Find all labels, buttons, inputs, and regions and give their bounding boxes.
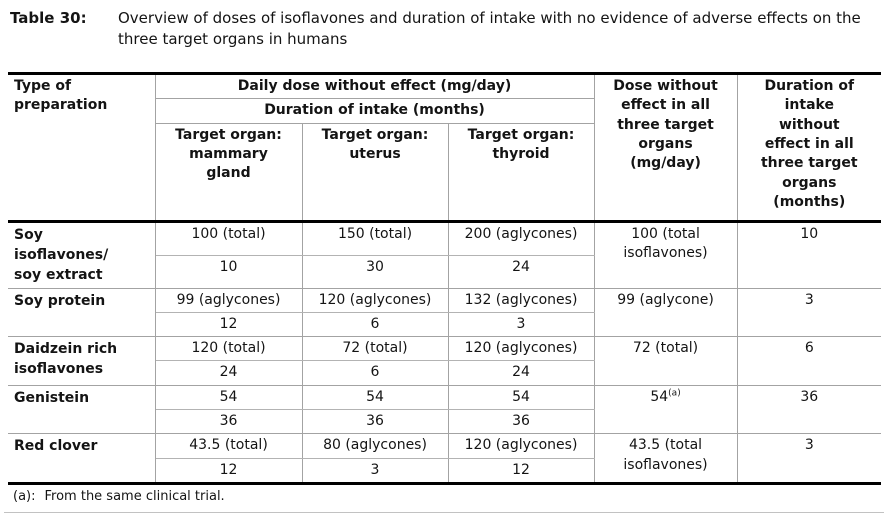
cell-mammary-dose: 43.5 (total) [155, 434, 302, 458]
header-row-daily-dose [8, 74, 881, 99]
cell-all-organs-months: 10 [800, 225, 819, 242]
table-row-daidzein-dose [8, 337, 881, 361]
cell-uterus-dose: 54 [302, 385, 448, 409]
cell-preparation-label: Red clover [8, 434, 155, 484]
cell-mammary-months: 12 [155, 458, 302, 483]
cell-uterus-dose: 72 (total) [302, 337, 448, 361]
caption-text-line2: effects on the three target organs in humans [118, 9, 861, 48]
cell-thyroid-dose: 120 (aglycones) [448, 337, 594, 361]
caption-text-line1: Overview of doses of isoflavones and duration of intake with no evidence of adverse [118, 9, 753, 27]
all-organs-dose-value: 54 [650, 388, 669, 405]
cell-thyroid-dose: 200 (aglycones) [448, 221, 594, 255]
cell-mammary-months: 10 [155, 255, 302, 288]
cell-thyroid-months: 3 [448, 312, 594, 336]
cell-uterus-months: 30 [302, 255, 448, 288]
table-row-soy-protein-dose [8, 288, 881, 312]
cell-uterus-months: 36 [302, 410, 448, 434]
cell-mammary-dose: 100 (total) [155, 221, 302, 255]
footnote-a-superscript: (a) [668, 388, 681, 399]
header-dose-all-organs: Dose without effect in all three target organs (mg/day) [594, 74, 737, 222]
cell-all-organs-dose [594, 385, 737, 434]
cell-preparation-label: Soy protein [8, 288, 155, 337]
cell-uterus-months: 3 [302, 458, 448, 483]
cell-all-organs-months: 3 [737, 288, 881, 337]
table-row-soy-isoflavones-dose [8, 221, 881, 255]
cell-uterus-dose: 80 (aglycones) [302, 434, 448, 458]
table-row-red-clover-dose [8, 434, 881, 458]
cell-all-organs-months: 36 [737, 385, 881, 434]
cell-preparation-label: Soy isoflavones/ soy extract [8, 221, 155, 288]
cell-all-organs-months: 3 [737, 434, 881, 484]
cell-uterus-dose: 150 (total) [302, 221, 448, 255]
cell-thyroid-months: 24 [448, 361, 594, 385]
header-duration-all-organs: Duration of intake without effect in all three target organs (months) [737, 74, 881, 222]
footnote-text: From the same clinical trial. [44, 489, 225, 505]
header-target-organ-thyroid: Target organ: thyroid [448, 123, 594, 221]
cell-all-organs-dose: 72 (total) [594, 337, 737, 386]
caption-number: Table 30: [10, 9, 87, 27]
footnote-marker: (a): [13, 489, 36, 505]
header-daily-dose: Daily dose without effect (mg/day) [155, 74, 594, 99]
cell-mammary-dose: 120 (total) [155, 337, 302, 361]
cell-mammary-months: 24 [155, 361, 302, 385]
isoflavone-doses-table [8, 72, 881, 485]
cell-thyroid-dose: 54 [448, 385, 594, 409]
cell-all-organs-months: 6 [737, 337, 881, 386]
cell-uterus-months: 6 [302, 312, 448, 336]
header-type-of-preparation: Type of preparation [8, 74, 155, 222]
cell-all-organs-dose: 99 (aglycone) [594, 288, 737, 337]
cell-all-organs-dose: 100 (total isoflavones) [594, 221, 737, 288]
cell-mammary-months: 36 [155, 410, 302, 434]
cell-uterus-months: 6 [302, 361, 448, 385]
cell-mammary-dose: 99 (aglycones) [155, 288, 302, 312]
header-duration-of-intake: Duration of intake (months) [155, 99, 594, 123]
document-page [0, 8, 889, 505]
cell-preparation-label: Daidzein rich isoflavones [8, 337, 155, 386]
cell-thyroid-dose: 120 (aglycones) [448, 434, 594, 458]
cell-thyroid-months: 24 [448, 255, 594, 288]
cell-thyroid-months: 36 [448, 410, 594, 434]
cell-all-organs-dose: 43.5 (total isoflavones) [594, 434, 737, 484]
table-caption [10, 8, 881, 50]
caption-text [118, 8, 881, 50]
table-footnote [13, 489, 889, 505]
cell-mammary-months: 12 [155, 312, 302, 336]
cell-thyroid-dose: 132 (aglycones) [448, 288, 594, 312]
cell-thyroid-months: 12 [448, 458, 594, 483]
header-target-organ-uterus: Target organ: uterus [302, 123, 448, 221]
header-target-organ-mammary-gland: Target organ: mammary gland [155, 123, 302, 221]
cell-uterus-dose: 120 (aglycones) [302, 288, 448, 312]
table-row-genistein-dose [8, 385, 881, 409]
cell-mammary-dose: 54 [155, 385, 302, 409]
cell-preparation-label: Genistein [8, 385, 155, 434]
